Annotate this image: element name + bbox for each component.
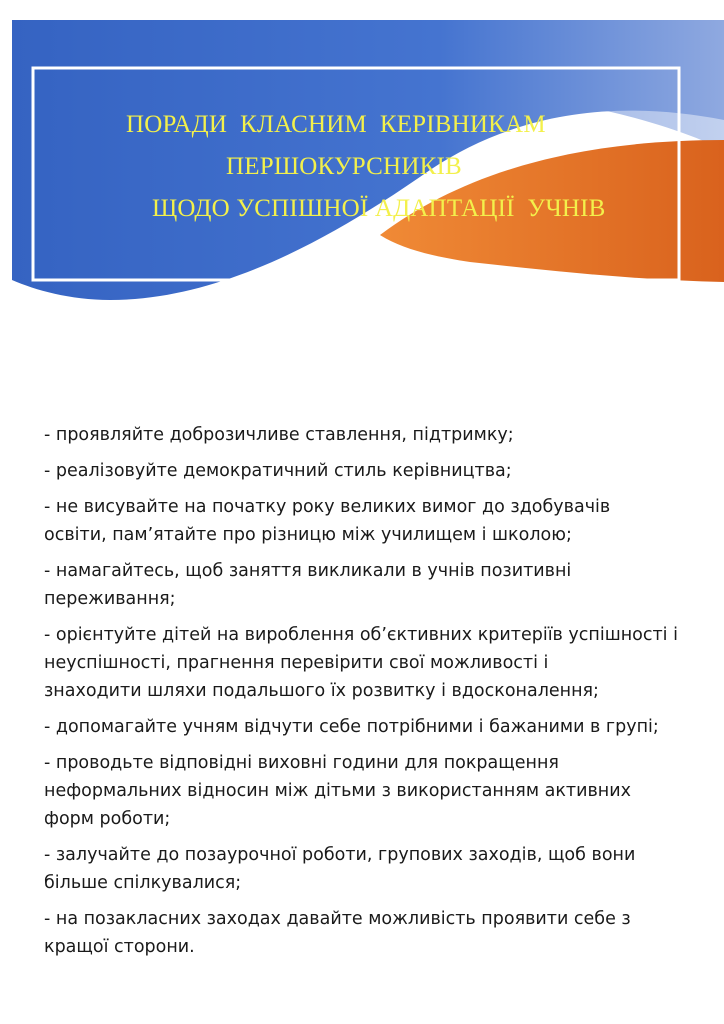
header-banner bbox=[0, 0, 724, 320]
list-item: - орієнтуйте дітей на вироблення об’єктивних критеріїв успішності і неуспішності, прагнення перевірити свої можливості і знаходити шляхи подальшого їх розвитку і вдосконалення; bbox=[44, 625, 678, 701]
list-item: - не висувайте на початку року великих вимог до здобувачів освіти, пам’ятайте про різницю між училищем і школою; bbox=[44, 497, 611, 545]
list-item: - намагайтесь, щоб заняття викликали в учнів позитивні переживання; bbox=[44, 561, 572, 609]
title-line-2: ПЕРШОКУРСНИКІВ bbox=[226, 153, 462, 180]
list-item: - проявляйте доброзичливе ставлення, підтримку; bbox=[44, 425, 514, 445]
list-item: - на позакласних заходах давайте можливість проявити себе з кращої сторони. bbox=[44, 909, 631, 957]
list-item: - проводьте відповідні виховні години для покращення неформальних відносин між дітьми з використанням активних форм роботи; bbox=[44, 753, 631, 829]
list-item: - допомагайте учням відчути себе потрібними і бажаними в групі; bbox=[44, 717, 659, 737]
list-item: - реалізовуйте демократичний стиль керівництва; bbox=[44, 461, 512, 481]
title-line-3: ЩОДО УСПІШНОЇ АДАПТАЦІЇ УЧНІВ bbox=[152, 195, 606, 222]
tips-list bbox=[44, 421, 684, 969]
list-item: - залучайте до позаурочної роботи, групових заходів, щоб вони більше спілкувалися; bbox=[44, 845, 636, 893]
page-title bbox=[100, 104, 660, 230]
title-line-1: ПОРАДИ КЛАСНИМ КЕРІВНИКАМ bbox=[126, 111, 546, 138]
